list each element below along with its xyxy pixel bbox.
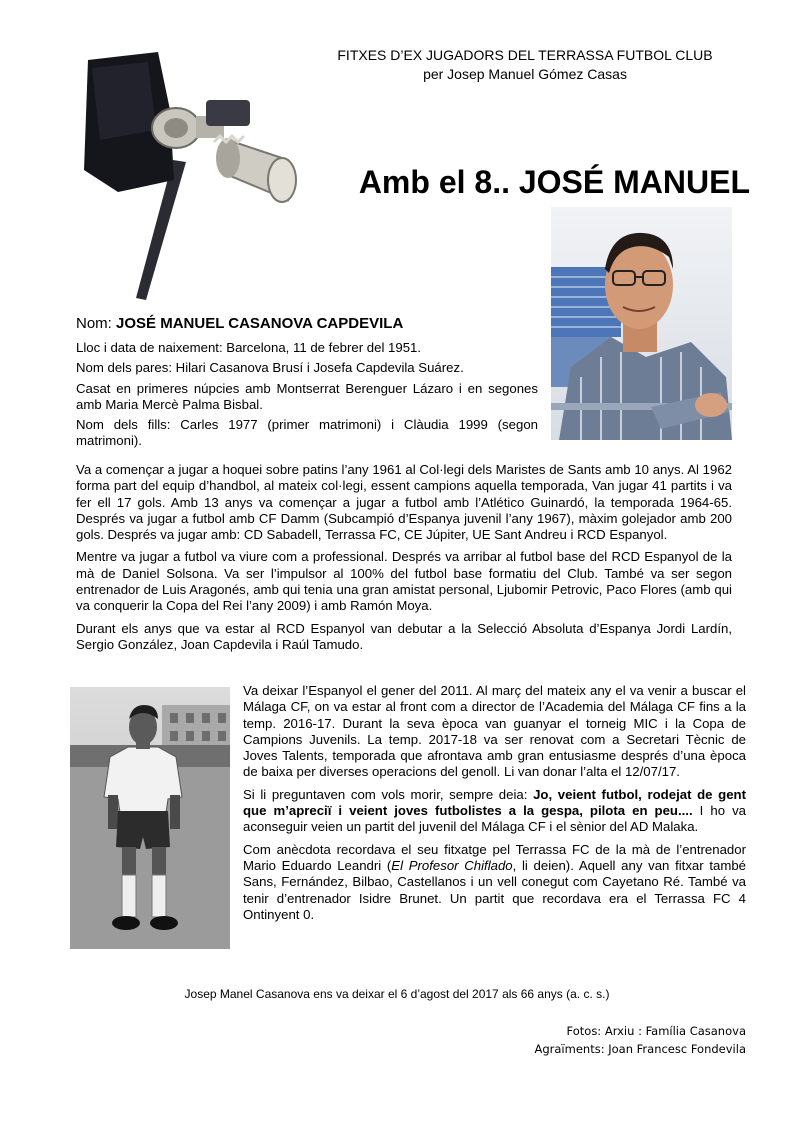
- marriage-info: Casat en primeres núpcies amb Montserrat Berenguer Lázaro i en segones amb Maria Mercè Palma Bisbal.: [76, 380, 538, 412]
- bio-block: [76, 340, 538, 450]
- birth-info: Lloc i data de naixement: Barcelona, 11 de febrer del 1951.: [76, 340, 422, 355]
- boot-icon: [112, 916, 140, 930]
- page-title: Amb el 8.. JOSÉ MANUEL: [358, 164, 750, 200]
- nickname-italic: El Profesor Chiflado: [391, 857, 513, 873]
- portrait-photo: [551, 207, 732, 440]
- nom-label: Nom:: [76, 315, 117, 332]
- children-info: Nom dels fills: Carles 1977 (primer matrimoni) i Clàudia 1999 (segon matrimoni).: [76, 417, 538, 449]
- paragraph-debuts: Durant els anys que va estar al RCD Espanyol van debutar a la Selecció Absoluta d’Espanya Jordi Lardín, Sergio González, Joan Capdevila i Raúl Tamudo.: [76, 620, 732, 652]
- career-block: [76, 462, 732, 653]
- paragraph-anecdote: Com anècdota recordava el seu fitxatge pel Terrassa FC de la mà de l’entrenador Mario Eduardo Leandri (El Profesor Chiflado, li deien). Aquell any van fitxar també Sans, Fernández, Bilbao, Castellanos i un vell conegut com Cayetano Ré. També va tenir d’entrenador Isidre Brunet. Un partit que recordava era el Terrassa FC 4 Ontinyent 0.: [243, 841, 747, 922]
- hand: [695, 393, 727, 417]
- paragraph-quote: Si li preguntaven com vols morir, sempre deia: Jo, veient futbol, rodejat de gent que m’apreciï i veient joves futbolistes a la gespa, pilota en peu.... I ho va aconseguir veien un partit del juvenil del Málaga CF i el sènior del AD Malaka.: [243, 786, 746, 835]
- paragraph-espanyol: Mentre va jugar a futbol va viure com a professional. Després va arribar al futbol base del RCD Espanyol de la mà de Daniel Solsona. Va ser l’impulsor al 100% del futbol base formatiu del Club. També va ser segon entrenador de Luis Aragonés, amb qui tenia una gran amistat personal, Ljubomir Petrovic, Paco Flores (amb qui va conquerir la Copa del Rei l’any 2009) i amb Ramón Moya.: [76, 549, 732, 614]
- author-line: per Josep Manuel Gómez Casas: [423, 66, 627, 82]
- credits: [534, 1022, 746, 1058]
- header: [300, 46, 750, 84]
- paragraph-early-career: Va a començar a jugar a hoquei sobre patins l’any 1961 al Col·legi dels Maristes de Sants amb 10 anys. Al 1962 forma part del equip d’handbol, al mateix col·legi, essent campions aquella temporada, Van jugar 41 partits i va fer ell 17 gols. Amb 13 anys va començar a jugar a futbol amb l’Atlético Guinardó, la temporada 1964-65. Després va jugar a futbol amb CF Damm (Subcampió d’Espanya juvenil l’any 1967), màxim golejador amb 200 gols. Després va jugar amb: CD Sabadell, Terrassa FC, CE Júpiter, UE Sant Andreu i RCD Espanyol.: [76, 462, 732, 543]
- quote-bold: Jo, veient futbol, rodejat de gent que m’apreciï i veient joves futbolistes a la gespa, pilota en peu....: [243, 786, 746, 819]
- loudspeaker-image: [78, 50, 300, 300]
- photo-credit: Fotos: Arxiu : Família Casanova: [566, 1024, 746, 1038]
- name-line: [76, 314, 403, 334]
- series-title: FITXES D’EX JUGADORS DEL TERRASSA FUTBOL CLUB: [337, 47, 713, 63]
- later-career-block: [243, 683, 746, 923]
- full-name: JOSÉ MANUEL CASANOVA CAPDEVILA: [116, 315, 404, 332]
- parents-info: Nom dels pares: Hilari Casanova Brusí i Josefa Capdevila Suárez.: [76, 360, 464, 376]
- paragraph-malaga: Va deixar l’Espanyol el gener del 2011. Al març del mateix any el va venir a buscar el Málaga CF, on va estar al front com a director de l’Academia del Málaga CF fins a la temp. 2016-17. Durant la seva època van guanyar el torneig MIC i la Copa de Campions Juvenils. La temp. 2017-18 va ser renovat com a Secretari Tècnic de Joves Talents, temporada que afrontava amb gran entusiasme després d’una època de baixa per diverses operacions del genoll. Li van donar l’alta el 12/07/17.: [243, 683, 746, 780]
- player-photo: [70, 687, 230, 949]
- acknowledgements: Agraïments: Joan Francesc Fondevila: [534, 1042, 746, 1056]
- obituary-line: Josep Manel Casanova ens va deixar el 6 d’agost del 2017 als 66 anys (a. c. s.): [184, 987, 610, 1001]
